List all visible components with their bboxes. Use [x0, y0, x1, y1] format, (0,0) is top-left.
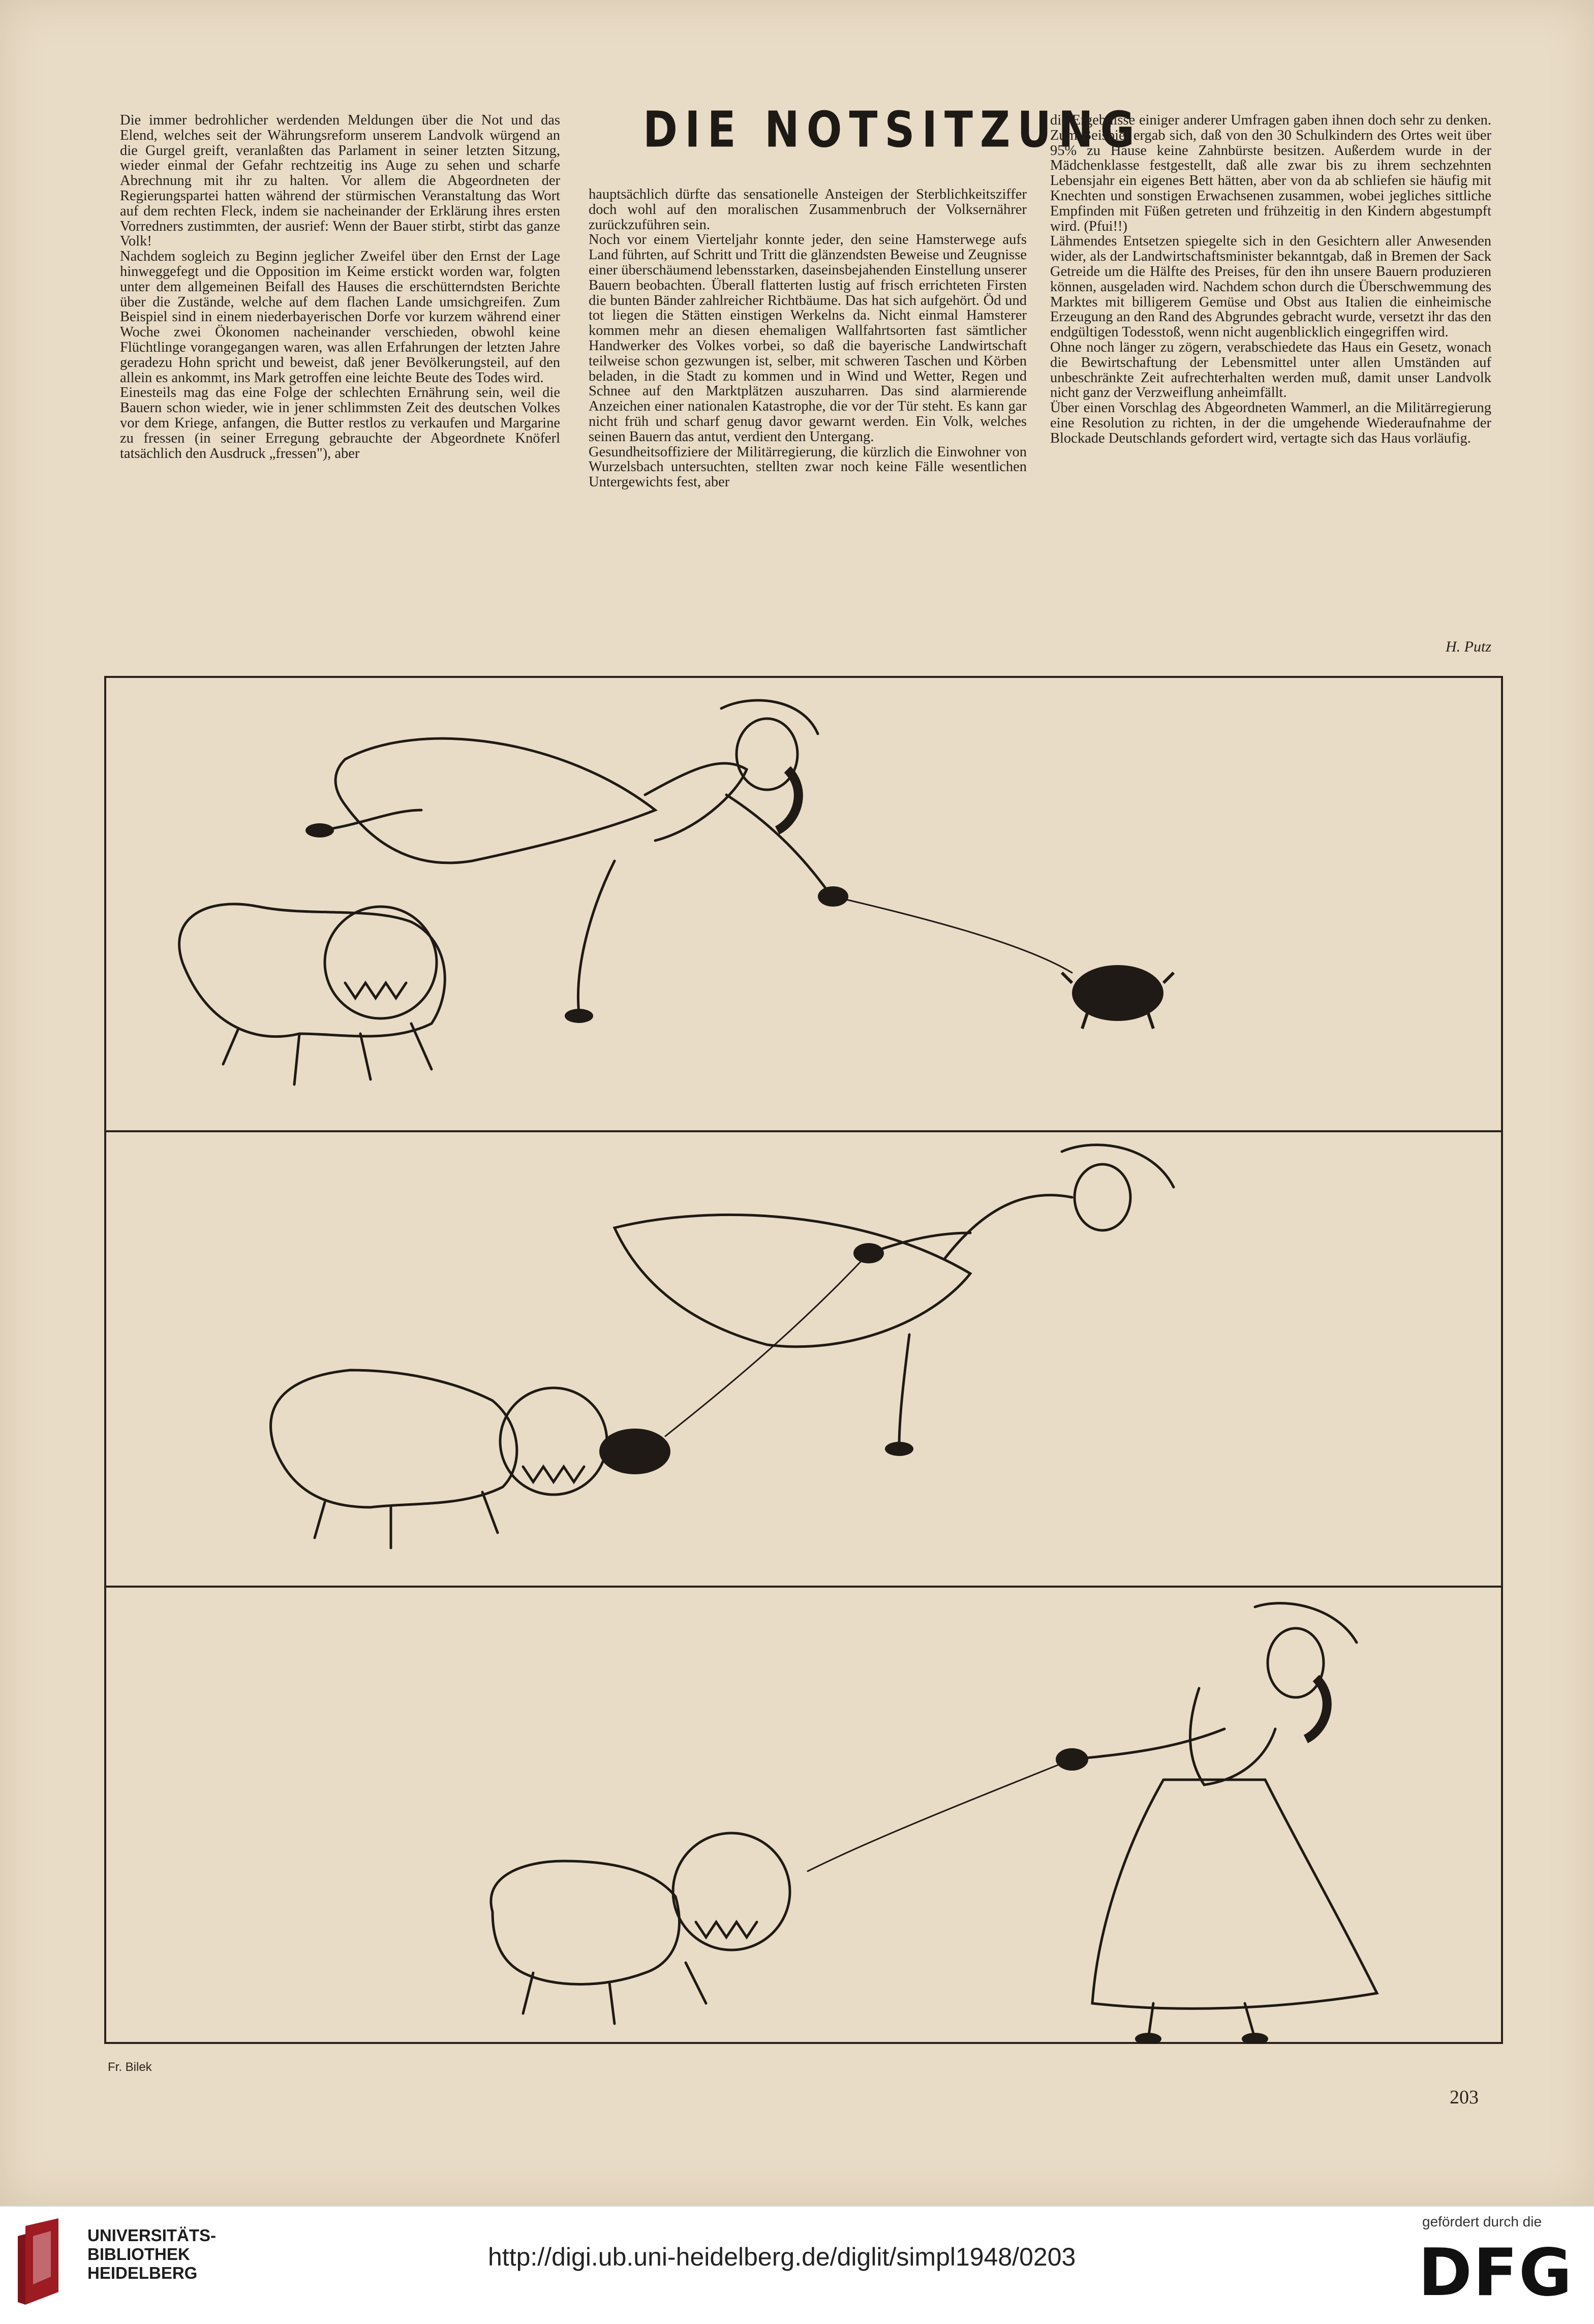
- bulldog-head: [325, 907, 437, 1018]
- cartoon-panel-2: [104, 1131, 1503, 1588]
- shoe: [1242, 2033, 1268, 2044]
- author-signature: H. Putz: [1446, 638, 1491, 655]
- paragraph: Lähmendes Entsetzen spiegelte sich in den Gesichtern aller Anwesenden wider, als der Landwirtschaftsminister bekanntgab, daß in Bremen der Sack Getreide um die Hälfte des Preises, für den ihn unsere Bauern produzieren können, ausgeladen wird. Nachdem schon durch die Überschwemmung des Marktes mit billigerem Gemüse und Obst aus Italien die einheimische Erzeugung an den Rand des Abgrundes gebracht wurde, versetzt ihr das den endgültigen Todesstoß, wenn nicht augenblicklich eingegriffen wird.: [1050, 233, 1491, 340]
- arm-line: [726, 795, 828, 891]
- skirt-line: [615, 1215, 970, 1346]
- permalink-url[interactable]: http://digi.ub.uni-heidelberg.de/diglit/simpl1948/0203: [488, 2243, 1076, 2271]
- small-dog: [1072, 965, 1163, 1021]
- bulldog-legs: [315, 1492, 498, 1548]
- cartoon-panel-3: [104, 1587, 1503, 2044]
- text-column-middle: [589, 187, 1027, 490]
- text-column-left: [120, 113, 560, 461]
- library-name: [87, 2226, 216, 2282]
- paragraph: Einesteils mag das eine Folge der schlechten Ernährung sein, weil die Bauern schon wieder, wie in jener schlimmsten Zeit des deutschen Volkes vor dem Kriege, anfangen, die Butter restlos zu verkaufen und Margarine zu fressen (in seiner Erregung gebrauchte der Abgeordnete Knöferl tatsächlich den Ausdruck „fressen"), aber: [120, 385, 560, 461]
- shoe: [885, 1442, 913, 1456]
- paragraph: Über einen Vorschlag des Abgeordneten Wammerl, an die Militärregierung eine Resolution zu richten, in der die umgehende Wiederaufnahme der Blockade Deutschlands gefordert wird, vertagte sich das Haus vorläufig.: [1050, 400, 1491, 446]
- bulldog-body: [491, 1861, 680, 1985]
- glove: [1056, 1748, 1088, 1771]
- paragraph: Noch vor einem Vierteljahr konnte jeder, den seine Hamsterwege aufs Land führten, auf Schritt und Tritt die glänzendsten Beweise und Zeugnisse einer überschäumend lebensstarken, daseinsbejahenden Einstellung unserer Bauern beobachten. Überall flatterten lustig auf frisch errichteten Firsten die bunten Bänder zahlreicher Richtbäume. Das hat sich aufgehört. Öd und tot liegen die Stätten einstigen Werkelns da. Nicht einmal Hamsterer kommen mehr an diesen ehemaligen Wallfahrtsorten fast sämtlicher Handwerker des Volkes vorbei, so daß die bayerische Landwirtschaft teilweise schon gezwungen ist, selber, mit schweren Taschen und Körben beladen, in die Stadt zu kommen und in Wind und Wetter, Regen und Schnee auf den Marktplätzen auszuharren. Das sind alarmierende Anzeichen einer nationalen Katastrophe, die vor der Tür steht. Es kann gar nicht früh und scharf genug davor gewarnt werden. Ein Volk, welches seinen Bauern das antut, verdient den Untergang.: [589, 232, 1027, 445]
- cartoon-drawing-2: [106, 1131, 1505, 1588]
- paragraph: Die immer bedrohlicher werdenden Meldungen über die Not und das Elend, welches seit der Währungsreform unserem Landvolk würgend an die Gurgel greift, veranlaßten das Parlament in seiner letzten Sitzung, wieder einmal der Gefahr rechtzeitig ins Auge zu sehen und scharfe Abrechnung mit ihr zu halten. Vor allem die Abgeordneten der Regierungspartei hatten während der stürmischen Veranstaltung das Wort auf dem rechten Fleck, indem sie nacheinander der Erklärung ihres ersten Vorredners zustimmten, der ausrief: Wenn der Bauer stirbt, stirbt das ganze Volk!: [120, 112, 560, 250]
- paragraph: Ohne noch länger zu zögern, verabschiedete das Haus ein Gesetz, wonach die Bewirtschaftung der Lebensmittel unter allen Umständen auf unbeschränkte Zeit aufrechterhalten werden muß, damit unser Landvolk nicht ganz der Verzweiflung anheimfällt.: [1050, 339, 1491, 401]
- library-name-line: HEIDELBERG: [87, 2264, 198, 2282]
- library-name-line: UNIVERSITÄTS-: [87, 2226, 217, 2245]
- leash-line: [808, 1759, 1072, 1871]
- headline: DIE NOTSITZUNG: [643, 102, 1142, 159]
- bulldog-legs: [523, 1963, 706, 2024]
- paragraph: die Ergebnisse einiger anderer Umfragen gaben ihnen doch sehr zu denken. Zum Beispiel ergab sich, daß von den 30 Schulkindern des Ortes weit über 95% zu Hause keine Zahnbürste besitzen. Außerdem wurde in der Mädchenklasse festgestellt, daß alle zwar bis zu ihrem sechzehnten Lebensjahr ein eigenes Bett hätten, aber von da ab schliefen sie häufig mit Knechten und sonstigen Erwachsenen zusammen, wobei jegliches sittliche Empfinden mit Füßen getreten und frühzeitig in den Kindern abgestumpft wird. (Pfui!!): [1050, 112, 1491, 234]
- paragraph: Gesundheitsoffiziere der Militärregierung, die kürzlich die Einwohner von Wurzelsbach untersuchten, stellten zwar noch keine Fälle wesentlichen Untergewichts fest, aber: [589, 444, 1027, 490]
- bulldog-teeth: [696, 1922, 757, 1937]
- shoe: [565, 1009, 593, 1023]
- bulldog-body: [179, 904, 445, 1037]
- bulldog-body: [271, 1370, 517, 1507]
- lady-head: [1075, 1164, 1130, 1230]
- paragraph: hauptsächlich dürfte das sensationelle Ansteigen der Sterblichkeitsziffer doch wohl auf den moralischen Zusammenbruch der Volksernährer zurückzuführen sein.: [589, 187, 1027, 233]
- cartoon-drawing-1: [106, 678, 1505, 1134]
- bulldog-head: [673, 1833, 790, 1950]
- hat-line: [721, 700, 818, 734]
- cartoon-panel-1: [104, 676, 1503, 1132]
- leg-line: [320, 810, 421, 830]
- arm-line: [1072, 1729, 1224, 1759]
- dfg-logo: DFG: [1418, 2235, 1573, 2311]
- artist-signature: Fr. Bilek: [108, 2060, 152, 2074]
- glove: [818, 886, 848, 907]
- text-column-right: [1050, 113, 1491, 446]
- page-number: 203: [1450, 2087, 1479, 2108]
- funded-by-label: gefördert durch die: [1422, 2214, 1542, 2229]
- body-line: [945, 1195, 1072, 1258]
- hat-line: [1255, 1603, 1357, 1643]
- small-dog: [599, 1429, 670, 1474]
- bulldog-teeth: [523, 1467, 584, 1482]
- leg-line: [578, 861, 615, 1013]
- shoe: [1135, 2033, 1161, 2044]
- lady-head: [737, 719, 798, 790]
- leash-line: [833, 896, 1072, 973]
- glove: [853, 1243, 884, 1263]
- paragraph: Nachdem sogleich zu Beginn jeglicher Zweifel über den Ernst der Lage hinweggefegt und die Opposition im Keime erstickt worden war, folgten unter dem allgemeinen Beifall des Hauses die erschütterndsten Berichte über die Zustände, welche auf dem flachen Lande umsichgreifen. Zum Beispiel sind in einem niederbayerischen Dorfe vor kurzem während einer Woche zwei Ökonomen nacheinander verschieden, obwohl keine Flüchtlinge vorangegangen waren, was allen Erfahrungen der letzten Jahre geradezu Hohn spricht und beweist, daß jener Bevölkerungsteil, auf den allein es ankommt, ins Mark getroffen eine leichte Beute des Todes wird.: [120, 249, 560, 386]
- shoe: [305, 823, 334, 838]
- lady-head: [1268, 1628, 1324, 1697]
- library-name-line: BIBLIOTHEK: [87, 2245, 190, 2264]
- skirt-line: [1092, 1780, 1377, 2008]
- leg-line: [899, 1335, 909, 1446]
- library-logo-icon: [10, 2216, 71, 2312]
- body-line: [645, 763, 747, 841]
- bulldog-teeth: [345, 983, 406, 998]
- cartoon-drawing-3: [106, 1587, 1505, 2044]
- skirt-line: [335, 738, 655, 863]
